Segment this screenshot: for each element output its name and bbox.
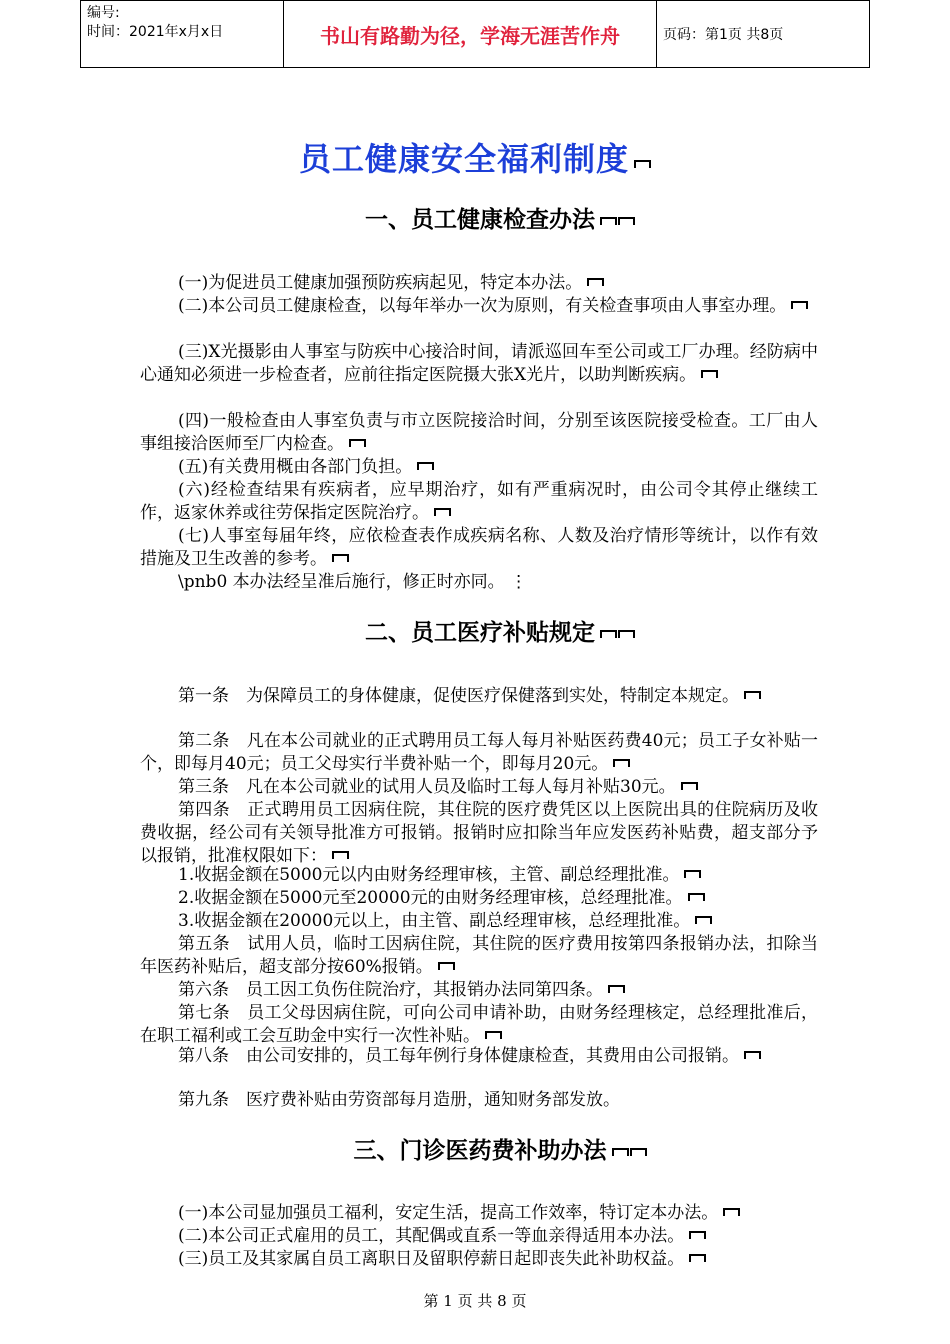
paragraph: 第二条 凡在本公司就业的正式聘用员工每人每月补贴医药费40元；员工子女补贴一个，即每月40元；员工父母实行半费补贴一个，即每月20元。 <box>140 731 818 774</box>
paragraph: 第八条 由公司安排的，员工每年例行身体健康检查，其费用由公司报销。 <box>140 1045 818 1068</box>
paragraph: \pnb0 本办法经呈准后施行，修正时亦同。 ⋮ <box>178 572 528 592</box>
paragraph-mark-icon <box>612 1148 629 1156</box>
paragraph-mark-icon <box>688 893 705 901</box>
paragraph-mark-icon <box>438 962 455 970</box>
section-title: 一、员工健康检查办法 <box>0 201 950 234</box>
paragraph-mark-icon <box>434 508 451 516</box>
paragraph: (五)有关费用概由各部门负担。 <box>140 456 818 479</box>
paragraph: (七)人事室每届年终，应依检查表作成疾病名称、人数及治疗情形等统计，以作有效措施及卫生改善的参考。 <box>140 526 818 569</box>
paragraph-mark-icon <box>618 630 635 638</box>
paragraph-mark-icon <box>695 916 712 924</box>
paragraph-mark-icon <box>684 870 701 878</box>
paragraph-mark-icon <box>613 759 630 767</box>
paragraph-mark-icon <box>618 217 635 225</box>
paragraph: (四)一般检查由人事室负责与市立医院接洽时间，分别至该医院接受检查。工厂由人事组接洽医师至厂内检查。 <box>140 411 818 454</box>
paragraph-mark-icon <box>485 1031 502 1039</box>
paragraph-mark-icon <box>630 1148 647 1156</box>
paragraph-mark-icon <box>600 217 617 225</box>
paragraph-mark-icon <box>791 301 808 309</box>
section-title: 二、员工医疗补贴规定 <box>0 614 950 647</box>
paragraph: 1.收据金额在5000元以内由财务经理审核，主管、副总经理批准。 <box>140 864 818 887</box>
paragraph-mark-icon <box>417 462 434 470</box>
paragraph-mark-icon <box>681 782 698 790</box>
paragraph-mark-icon <box>332 851 349 859</box>
paragraph: (一)为促进员工健康加强预防疾病起见，特定本办法。 <box>140 272 818 295</box>
paragraph-mark-icon <box>723 1208 740 1216</box>
paragraph: (一)本公司显加强员工福利，安定生活，提高工作效率，特订定本办法。 <box>140 1202 818 1225</box>
paragraph-mark-icon <box>600 630 617 638</box>
document-date: 时间：2021年x月x日 <box>87 24 224 40</box>
paragraph: 第三条 凡在本公司就业的试用人员及临时工每人每月补贴30元。 <box>140 776 818 799</box>
paragraph: 3.收据金额在20000元以上，由主管、副总经理审核，总经理批准。 <box>140 910 818 933</box>
section-title: 三、门诊医药费补助办法 <box>0 1132 950 1165</box>
paragraph-mark-icon <box>744 1051 761 1059</box>
page-header <box>80 0 870 68</box>
paragraph-mark-icon <box>608 985 625 993</box>
paragraph: (六)经检查结果有疾病者，应早期治疗，如有严重病况时，由公司令其停止继续工作，返家休养或往劳保指定医院治疗。 <box>140 480 818 523</box>
paragraph-mark-icon <box>587 278 604 286</box>
paragraph: 第四条 正式聘用员工因病住院，其住院的医疗费凭区以上医院出具的住院病历及收费收据，经公司有关领导批准方可报销。报销时应扣除当年应发医药补贴费，超支部分予以报销，批准权限如下： <box>140 800 818 866</box>
paragraph-mark-icon <box>332 554 349 562</box>
paragraph-mark-icon <box>689 1254 706 1262</box>
paragraph: 第九条 医疗费补贴由劳资部每月造册，通知财务部发放。 <box>178 1090 620 1110</box>
paragraph-mark-icon <box>701 370 718 378</box>
header-motto: 书山有路勤为径，学海无涯苦作舟 <box>284 1 657 68</box>
paragraph-mark-icon <box>349 439 366 447</box>
paragraph: 第七条 员工父母因病住院，可向公司申请补助，由财务经理核定，总经理批准后，在职工福利或工会互助金中实行一次性补贴。 <box>140 1003 818 1046</box>
paragraph: (二)本公司员工健康检查，以每年举办一次为原则，有关检查事项由人事室办理。 <box>140 295 818 318</box>
paragraph-mark-icon <box>744 691 761 699</box>
paragraph: 第六条 员工因工负伤住院治疗，其报销办法同第四条。 <box>140 979 818 1002</box>
header-page-info: 页码：第1页 共8页 <box>657 1 870 68</box>
paragraph-mark-icon <box>634 160 651 168</box>
document-title: 员工健康安全福利制度 <box>0 134 950 180</box>
paragraph-mark-icon <box>689 1231 706 1239</box>
paragraph: 第一条 为保障员工的身体健康，促使医疗保健落到实处，特制定本规定。 <box>140 685 818 708</box>
paragraph: (三)X光摄影由人事室与防疾中心接洽时间，请派巡回车至公司或工厂办理。经防病中心通知必须进一步检查者，应前往指定医院摄大张X光片，以助判断疾病。 <box>140 342 818 385</box>
page-footer: 第 1 页 共 8 页 <box>423 1292 527 1310</box>
paragraph: 第五条 试用人员，临时工因病住院，其住院的医疗费用按第四条报销办法，扣除当年医药补贴后，超支部分按60%报销。 <box>140 934 818 977</box>
document-number-label: 编号: <box>87 5 120 21</box>
header-meta <box>81 1 284 68</box>
paragraph: (二)本公司正式雇用的员工，其配偶或直系一等血亲得适用本办法。 <box>140 1225 818 1248</box>
paragraph: 2.收据金额在5000元至20000元的由财务经理审核，总经理批准。 <box>140 887 818 910</box>
paragraph: (三)员工及其家属自员工离职日及留职停薪日起即丧失此补助权益。 <box>140 1248 818 1271</box>
